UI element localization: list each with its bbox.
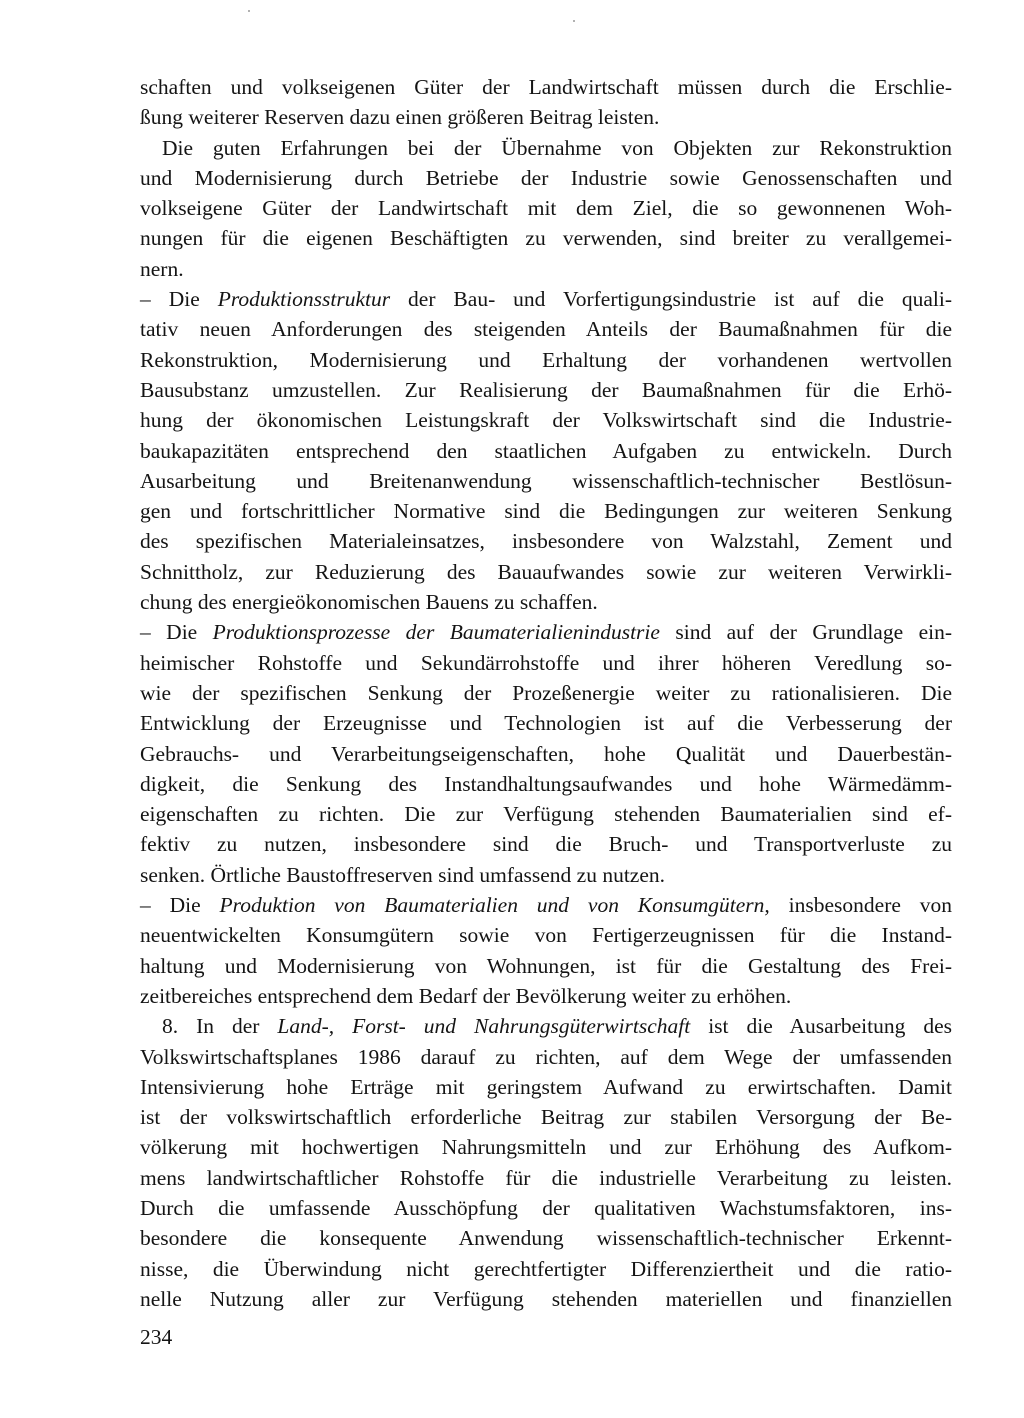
scan-speck	[573, 20, 575, 22]
text-line: tativ neuen Anforderungen des steigenden Anteils der Baumaßnahmen für die	[140, 317, 952, 342]
text-line: ist der volkswirtschaftlich erforderliche Beitrag zur stabilen Versorgung der Be-	[140, 1105, 952, 1130]
text-line: Entwicklung der Erzeugnisse und Technologien ist auf die Verbesserung der	[140, 711, 952, 736]
text-line: heimischer Rohstoffe und Sekundärrohstoffe und ihrer höheren Veredlung so-	[140, 650, 952, 675]
line-segment: insbesondere von	[769, 893, 952, 918]
text-line-section-8	[140, 1011, 952, 1041]
text-line: nisse, die Überwindung nicht gerechtfertigter Differenziertheit und die ratio-	[140, 1256, 952, 1281]
text-line: eigenschaften zu richten. Die zur Verfügung stehenden Baumaterialien sind ef-	[140, 802, 952, 827]
text-line: chung des energieökonomischen Bauens zu schaffen.	[140, 590, 598, 615]
text-line: mens landwirtschaftlicher Rohstoffe für die industrielle Verarbeitung zu leisten.	[140, 1165, 952, 1190]
italic-term: Land-, Forst- und Nahrungsgüterwirtschaft	[277, 1014, 691, 1039]
text-line: digkeit, die Senkung des Instandhaltungsaufwandes und hohe Wärmedämm-	[140, 771, 952, 796]
text-line: Durch die umfassende Ausschöpfung der qualitativen Wachstumsfaktoren, ins-	[140, 1195, 952, 1220]
text-line: und Modernisierung durch Betriebe der Industrie sowie Genossenschaften und	[140, 165, 952, 190]
text-line: Volkswirtschaftsplanes 1986 darauf zu richten, auf dem Wege der umfassenden	[140, 1044, 952, 1069]
line-segment: sind auf der Grundlage ein-	[659, 620, 952, 645]
text-line: nungen für die eigenen Beschäftigten zu verwenden, sind breiter zu verallgemei-	[140, 226, 952, 251]
text-line: Bausubstanz umzustellen. Zur Realisierung der Baumaßnahmen für die Erhö-	[140, 377, 952, 402]
text-line: nelle Nutzung aller zur Verfügung stehenden materiellen und finanziellen	[140, 1286, 952, 1311]
text-line: volkseigene Güter der Landwirtschaft mit dem Ziel, die so gewonnenen Woh-	[140, 196, 952, 221]
text-line-bullet-produktionsprozesse	[140, 617, 952, 647]
text-line: Rekonstruktion, Modernisierung und Erhaltung der vorhandenen wertvollen	[140, 347, 952, 372]
text-line: des spezifischen Materialeinsatzes, insbesondere von Walzstahl, Zement und	[140, 529, 952, 554]
text-line: nern.	[140, 256, 184, 281]
line-segment: – Die	[140, 620, 213, 645]
text-line: Gebrauchs- und Verarbeitungseigenschaften, hohe Qualität und Dauerbestän-	[140, 741, 952, 766]
text-line-bullet-produktion-baumaterialien	[140, 890, 952, 920]
text-line: Schnittholz, zur Reduzierung des Bauaufwandes sowie zur weiteren Verwirkli-	[140, 559, 952, 584]
text-line: Ausarbeitung und Breitenanwendung wissenschaftlich-technischer Bestlösun-	[140, 468, 952, 493]
line-segment: – Die	[140, 893, 220, 918]
text-line: zeitbereiches entsprechend dem Bedarf der Bevölkerung weiter zu erhöhen.	[140, 983, 792, 1008]
line-segment: ist die Ausarbeitung des	[690, 1014, 952, 1039]
text-line: völkerung mit hochwertigen Nahrungsmitteln und zur Erhöhung des Aufkom-	[140, 1135, 952, 1160]
text-line: Die guten Erfahrungen bei der Übernahme von Objekten zur Rekonstruktion	[162, 135, 952, 160]
line-segment: der Bau- und Vorfertigungsindustrie ist auf die quali-	[390, 287, 952, 312]
text-line: wie der spezifischen Senkung der Prozeßenergie weiter zu rationalisieren. Die	[140, 680, 952, 705]
line-segment: – Die	[140, 287, 218, 312]
text-line-bullet-produktionsstruktur	[140, 284, 952, 314]
text-line: hung der ökonomischen Leistungskraft der Volkswirtschaft sind die Industrie-	[140, 408, 952, 433]
text-line: besondere die konsequente Anwendung wissenschaftlich-technischer Erkennt-	[140, 1226, 952, 1251]
text-line: Intensivierung hohe Erträge mit geringstem Aufwand zu erwirtschaften. Damit	[140, 1074, 952, 1099]
body-text	[140, 72, 952, 1314]
text-line: neuentwickelten Konsumgütern sowie von Fertigerzeugnissen für die Instand-	[140, 923, 952, 948]
text-line: fektiv zu nutzen, insbesondere sind die Bruch- und Transportverluste zu	[140, 832, 952, 857]
text-line: gen und fortschrittlicher Normative sind die Bedingungen zur weiteren Senkung	[140, 499, 952, 524]
page-number: 234	[140, 1325, 173, 1349]
italic-term: Produktion von Baumaterialien und von Konsumgütern,	[219, 893, 770, 918]
text-line: schaften und volkseigenen Güter der Landwirtschaft müssen durch die Erschlie-	[140, 75, 952, 99]
text-line: senken. Örtliche Baustoffreserven sind umfassend zu nutzen.	[140, 862, 666, 887]
scan-speck	[248, 10, 250, 12]
text-line: haltung und Modernisierung von Wohnungen, ist für die Gestaltung des Frei-	[140, 953, 952, 978]
italic-term: Produktionsstruktur	[217, 287, 391, 312]
text-line: ßung weiterer Reserven dazu einen größeren Beitrag leisten.	[140, 105, 660, 130]
text-line: baukapazitäten entsprechend den staatlichen Aufgaben zu entwickeln. Durch	[140, 438, 952, 463]
italic-term: Produktionsprozesse der Baumaterialienindustrie	[212, 620, 660, 645]
line-segment: 8. In der	[162, 1014, 278, 1039]
